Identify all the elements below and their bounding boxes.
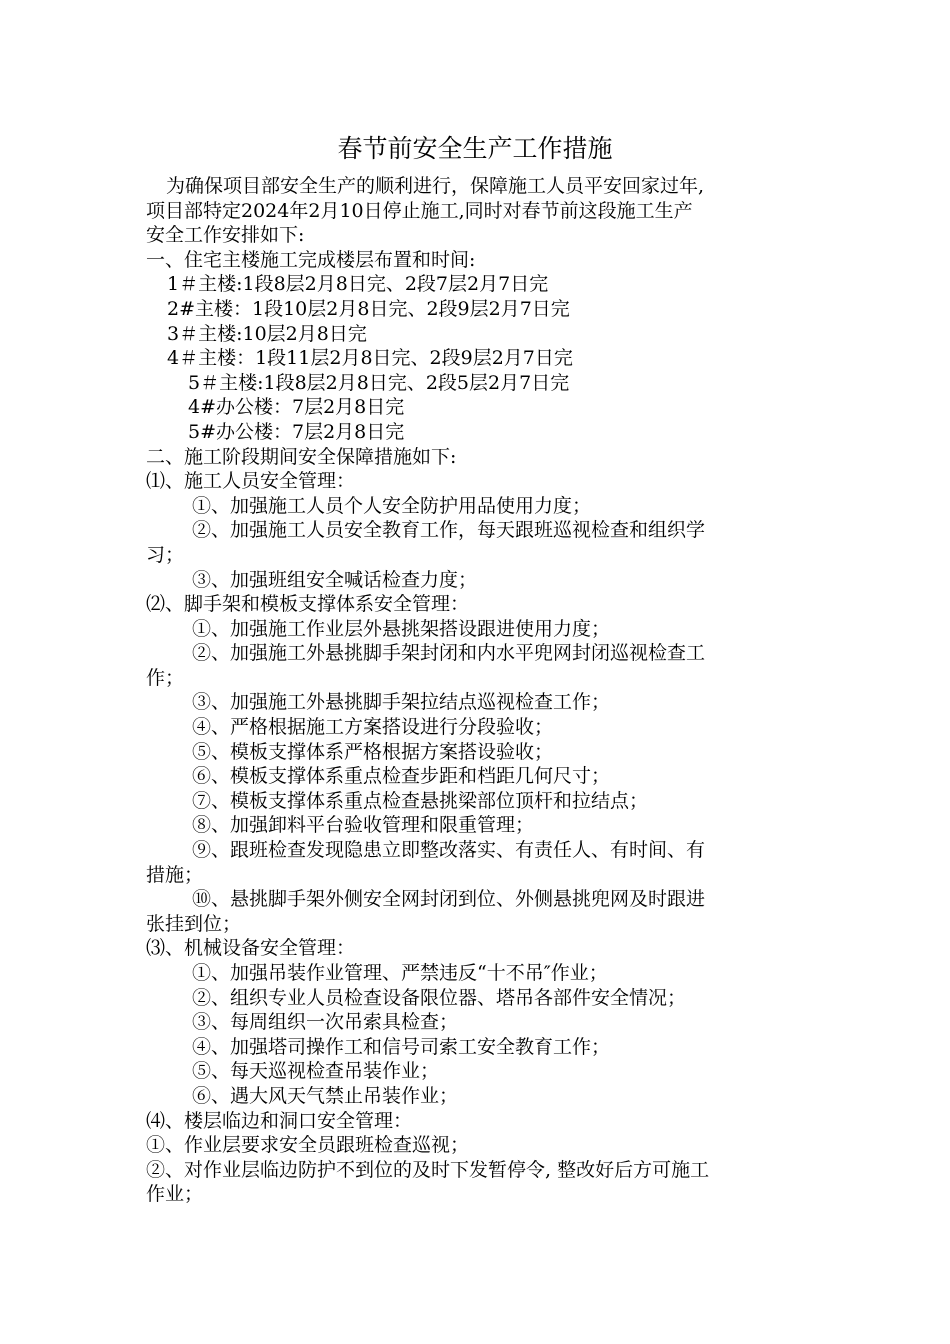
text-line: 作；	[146, 666, 185, 689]
text-line: 5#办公楼：7层2月8日完	[188, 420, 405, 443]
text-line: ⑦、模板支撑体系重点检查悬挑梁部位顶杆和拉结点；	[192, 789, 649, 812]
text-line: 项目部特定2024年2月10日停止施工,同时对春节前这段施工生产	[146, 199, 693, 222]
text-line: 作业；	[146, 1183, 204, 1206]
text-line: ⑵、脚手架和模板支撑体系安全管理：	[146, 593, 470, 616]
text-line: ①、加强吊装作业管理、严禁违反“十不吊″作业；	[192, 962, 608, 984]
text-line: 2#主楼：1段10层2月8日完、2段9层2月7日完	[167, 297, 570, 320]
text-line: 安全工作安排如下:	[146, 224, 305, 247]
text-line: ②、组织专业人员检查设备限位器、塔吊各部件安全情况；	[192, 986, 687, 1009]
text-line: 习；	[146, 543, 185, 566]
text-line: ②、加强施工人员安全教育工作，每天跟班巡视检查和组织学	[192, 519, 706, 542]
text-line: ⑷、楼层临边和洞口安全管理：	[146, 1109, 413, 1132]
text-line: ⑴、施工人员安全管理：	[146, 470, 356, 493]
text-line: ①、作业层要求安全员跟班检查巡视；	[146, 1134, 470, 1157]
text-line: ③、加强班组安全喊话检查力度；	[192, 568, 478, 591]
text-line: ⑥、遇大风天气禁止吊装作业；	[192, 1084, 459, 1107]
text-line: 措施；	[146, 863, 204, 886]
text-line: ⑥、模板支撑体系重点检查步距和档距几何尺寸；	[192, 765, 611, 788]
document-body	[146, 174, 811, 1207]
text-line: 张挂到位；	[146, 912, 242, 935]
text-line: ④、加强塔司操作工和信号司索工安全教育工作；	[192, 1035, 611, 1058]
text-line: ②、加强施工外悬挑脚手架封闭和内水平兜网封闭巡视检查工	[192, 642, 706, 665]
text-line: ③、加强施工外悬挑脚手架拉结点巡视检查工作；	[192, 691, 611, 714]
text-line: ②、对作业层临边防护不到位的及时下发暂停令, 整改好后方可施工	[146, 1158, 710, 1181]
text-line: 4#办公楼：7层2月8日完	[188, 396, 405, 419]
text-line: ③、每周组织一次吊索具检查；	[192, 1011, 459, 1034]
text-line: 1＃主楼:1段8层2月8日完、2段7层2月7日完	[167, 273, 549, 296]
text-line: ⑨、跟班检查发现隐患立即整改落实、有责任人、有时间、有	[192, 839, 706, 862]
text-line: ⑶、机械设备安全管理：	[146, 937, 356, 960]
text-line: 二、施工阶段期间安全保障措施如下:	[146, 445, 457, 468]
text-line: 3＃主楼:10层2月8日完	[167, 322, 367, 345]
text-line: 为确保项目部安全生产的顺利进行，保障施工人员平安回家过年,	[166, 175, 705, 197]
text-line: ①、加强施工人员个人安全防护用品使用力度；	[192, 494, 592, 517]
text-line: ⑧、加强卸料平台验收管理和限重管理；	[192, 814, 535, 837]
text-line: ⑤、每天巡视检查吊装作业；	[192, 1060, 440, 1083]
text-line: ⑤、模板支撑体系严格根据方案搭设验收；	[192, 740, 554, 763]
text-line: 5＃主楼:1段8层2月8日完、2段5层2月7日完	[188, 371, 570, 394]
document-title: 春节前安全生产工作措施	[337, 134, 613, 163]
text-line: ④、严格根据施工方案搭设进行分段验收；	[192, 716, 554, 739]
text-line: ⑩、悬挑脚手架外侧安全网封闭到位、外侧悬挑兜网及时跟进	[192, 888, 706, 911]
text-line: 一、住宅主楼施工完成楼层布置和时间:	[146, 248, 476, 271]
text-line: ①、加强施工作业层外悬挑架搭设跟进使用力度；	[192, 617, 611, 640]
text-line: 4＃主楼：1段11层2月8日完、2段9层2月7日完	[167, 347, 573, 370]
